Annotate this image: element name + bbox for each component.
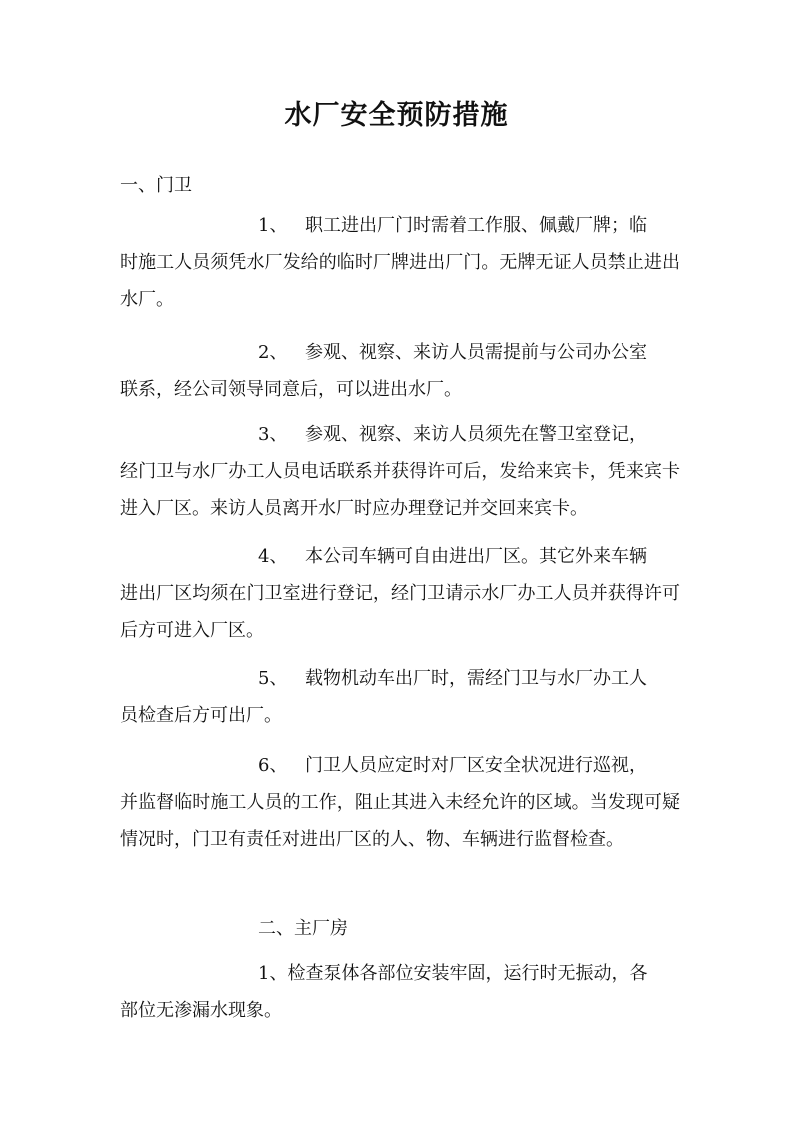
item-number: 4、: [258, 546, 288, 567]
item-first-line: 参观、视察、来访人员须先在警卫室登记，: [305, 424, 647, 445]
item-first-line: 本公司车辆可自由进出厂区。其它外来车辆: [305, 546, 647, 567]
gate-item-2: [120, 334, 680, 408]
item-number: 2、: [258, 342, 288, 363]
gate-item-3: [120, 416, 680, 527]
item-text: 经门卫与水厂办工人员电话联系并获得许可后，发给来宾卡，凭来宾卡进入厂区。来访人员离开水厂时应办理登记并交回来宾卡。: [120, 461, 680, 519]
item-text: 进出厂区均须在门卫室进行登记，经门卫请示水厂办工人员并获得许可后方可进入厂区。: [120, 583, 680, 641]
item-first-line: 载物机动车出厂时，需经门卫与水厂办工人: [305, 668, 647, 689]
item-first-line: 职工进出厂门时需着工作服、佩戴厂牌；临: [305, 215, 647, 236]
item-first-line: 参观、视察、来访人员需提前与公司办公室: [305, 342, 647, 363]
gate-item-5: [120, 660, 680, 734]
item-number: 3、: [258, 424, 288, 445]
item-text: 联系，经公司领导同意后，可以进出水厂。: [120, 379, 462, 400]
item-text: 员检查后方可出厂。: [120, 705, 282, 726]
item-first-line: 1、检查泵体各部位安装牢固，运行时无振动，各: [258, 963, 648, 984]
section-heading-main-plant: 二、主厂房: [258, 918, 348, 939]
item-text: 并监督临时施工人员的工作，阻止其进入未经允许的区域。当发现可疑情况时，门卫有责任对进出厂区的人、物、车辆进行监督检查。: [120, 792, 680, 850]
item-text: 部位无渗漏水现象。: [120, 1000, 282, 1021]
section-heading-gate: 一、门卫: [120, 175, 192, 196]
document-title: 水厂安全预防措施: [284, 100, 509, 131]
gate-item-1: [120, 207, 680, 318]
gate-item-4: [120, 538, 680, 649]
gate-item-6: [120, 747, 680, 858]
item-first-line: 门卫人员应定时对厂区安全状况进行巡视，: [305, 755, 647, 776]
item-text: 时施工人员须凭水厂发给的临时厂牌进出厂门。无牌无证人员禁止进出水厂。: [120, 252, 680, 310]
item-number: 6、: [258, 755, 288, 776]
item-number: 5、: [258, 668, 288, 689]
item-number: 1、: [258, 215, 288, 236]
main-plant-item-1: [120, 955, 680, 1029]
